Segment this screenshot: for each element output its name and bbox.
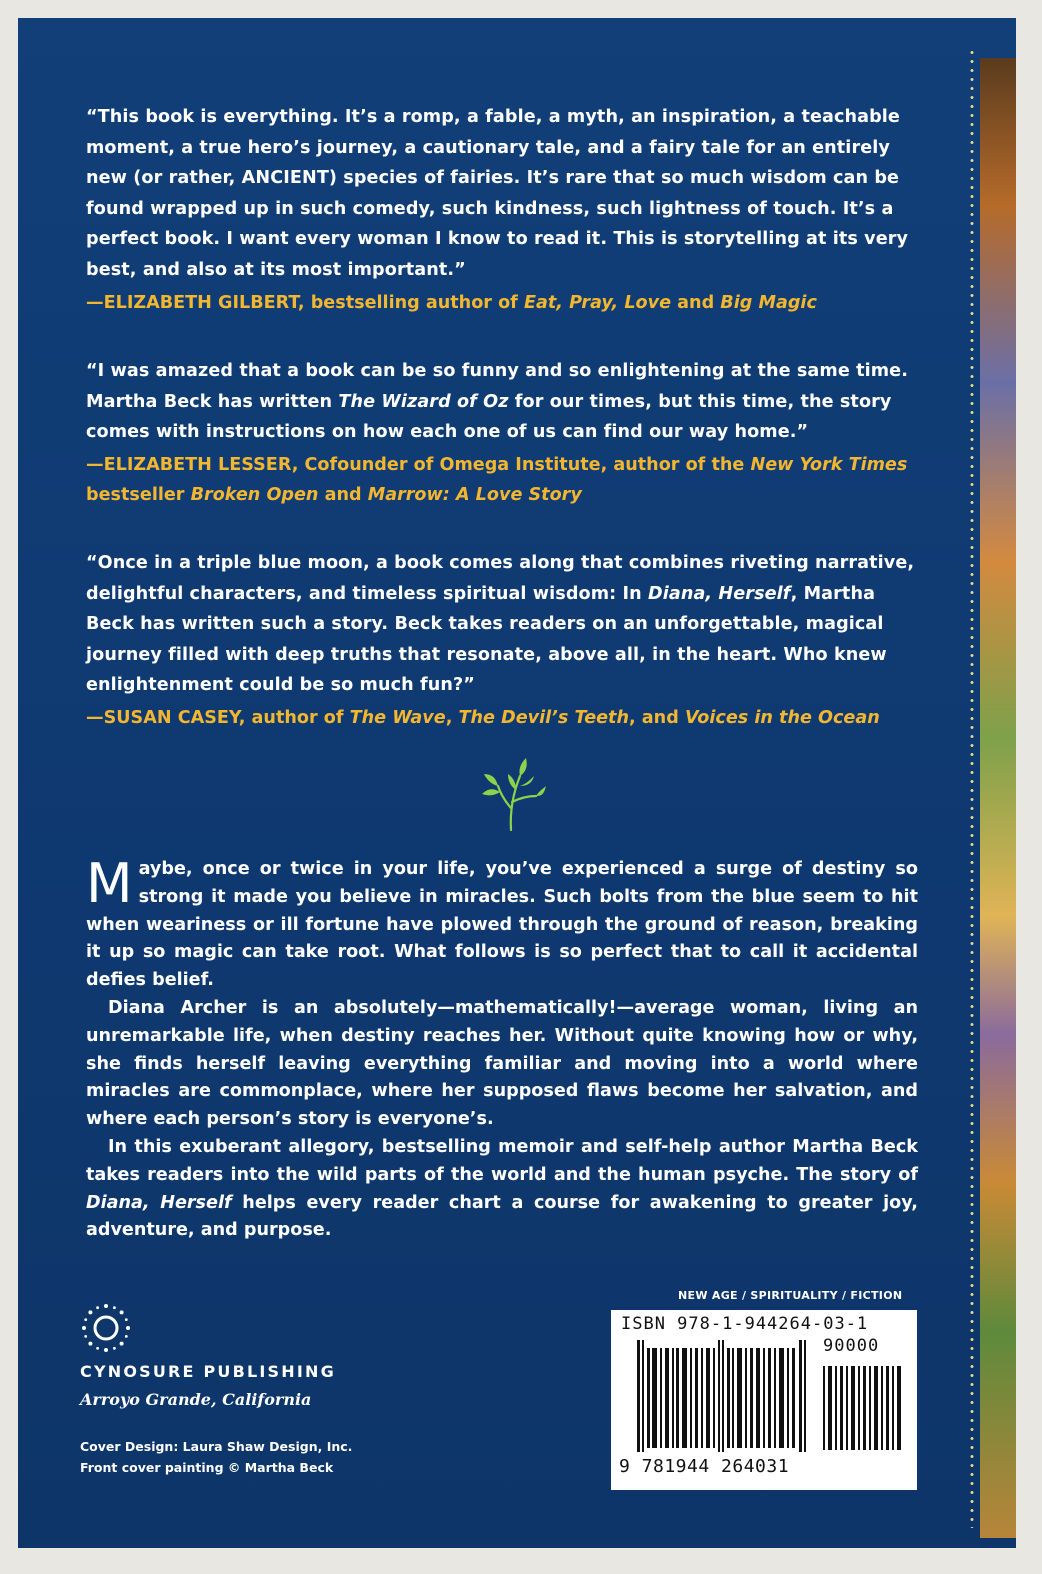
book-title: Marrow: A Love Story: [367, 484, 582, 505]
quote-part: “Once in a triple blue moon, a book comes along that combines riveting narrative, delightful characters, and timeless spiritual wisdom: In: [86, 553, 915, 604]
review-quote-3: [86, 548, 918, 733]
cover-design-credit: Cover Design: Laura Shaw Design, Inc.: [80, 1439, 353, 1454]
dotted-border: [970, 48, 974, 1528]
book-title: Big Magic: [720, 292, 817, 313]
description-paragraph-1: [86, 852, 918, 995]
attrib-text: and: [671, 292, 721, 313]
quote-text: “This book is everything. It’s a romp, a fable, a myth, an inspiration, a teachable moment, a true hero’s journey, a cautionary tale, and a fairy tale for an entirely new (or rather, ANCIENT) species of fairies. It’s rare that so much wisdom can be found wrapped up in such comedy, such kindness, such lightness of touch. It’s a perfect book. I want every woman I know to read it. This is storytelling at its very best, and also at its most important.”: [86, 107, 909, 280]
book-title: Diana, Herself: [86, 1192, 232, 1213]
isbn-label: ISBN 978-1-944264-03-1: [621, 1314, 869, 1334]
quote-text: [86, 548, 918, 701]
paragraph-text: In this exuberant allegory, bestselling memoir and self-help author Martha Beck takes readers into the wild parts of the world and the human psyche. The story of: [86, 1136, 918, 1185]
book-back-cover: [18, 18, 1016, 1548]
drop-cap: M: [86, 852, 133, 915]
publisher-name: CYNOSURE PUBLISHING: [80, 1362, 336, 1381]
paragraph-text: helps every reader chart a course for awakening to greater joy, adventure, and purpose.: [86, 1192, 918, 1241]
book-description: [86, 852, 918, 1245]
genre-category: NEW AGE / SPIRITUALITY / FICTION: [678, 1289, 903, 1302]
publisher-location: Arroyo Grande, California: [80, 1390, 312, 1409]
book-title: The Devil’s Teeth: [458, 707, 629, 728]
isbn-barcode-box: [611, 1310, 917, 1490]
attrib-text: , and: [629, 707, 685, 728]
book-title: Diana, Herself: [648, 583, 791, 604]
quote-part: “I was amazed that a book can be so funny and so enlightening at the same time. Martha Beck has written: [86, 361, 908, 412]
book-title: The Wizard of Oz: [338, 391, 509, 412]
review-quote-2: [86, 356, 918, 510]
attrib-text: —ELIZABETH LESSER, Cofounder of Omega Institute, author of the: [86, 454, 751, 475]
attrib-text: bestseller: [86, 484, 191, 505]
review-quote-1: [86, 102, 918, 318]
attrib-text: and: [318, 484, 368, 505]
attrib-text: ,: [445, 707, 459, 728]
painting-credit: Front cover painting © Martha Beck: [80, 1460, 334, 1475]
sun-logo-icon: [76, 1298, 136, 1358]
book-title: Broken Open: [190, 484, 319, 505]
leaf-sprig-icon: [476, 756, 546, 832]
quote-attribution: [86, 450, 918, 510]
price-code: 90000: [823, 1336, 880, 1356]
book-title: The Wave: [349, 707, 446, 728]
paragraph-text: aybe, once or twice in your life, you’ve experienced a surge of destiny so strong it made you believe in miracles. Such bolts from the blue seem to hit when weariness or ill fortune have plowed through the ground of reason, breaking it up so magic can take root. What follows is so perfect that to call it accidental defies belief.: [86, 859, 918, 991]
quote-attribution: [86, 288, 918, 318]
quote-attribution: [86, 703, 918, 733]
spine-painting-edge: [980, 58, 1016, 1538]
book-title: Voices in the Ocean: [684, 707, 880, 728]
description-paragraph-3: [86, 1134, 918, 1245]
attrib-text: —ELIZABETH GILBERT, bestselling author of: [86, 292, 524, 313]
quote-part: for our times, but this time, the story comes with instructions on how each one of us can find our way home.”: [86, 391, 892, 443]
attrib-text: —SUSAN CASEY, author of: [86, 707, 350, 728]
book-title: Eat, Pray, Love: [523, 292, 672, 313]
book-title: New York Times: [750, 454, 908, 475]
description-paragraph-2: Diana Archer is an absolutely—mathematically!—average woman, living an unremarkable life, when destiny reaches her. Without quite knowing how or why, she finds herself leaving everything familiar and moving into a world where miracles are commonplace, where her supposed flaws become her salvation, and where each person’s story is everyone’s.: [86, 997, 918, 1130]
ean-digits: 9 781944 264031: [619, 1456, 790, 1477]
quote-text: [86, 356, 918, 448]
barcode-icon: [637, 1340, 907, 1456]
quote-part: , Martha Beck has written such a story. Beck takes readers on an unforgettable, magical journey filled with deep truths that resonate, above all, in the heart. Who knew enlightenment could be so much fun?”: [86, 583, 887, 696]
credits: [80, 1436, 352, 1478]
